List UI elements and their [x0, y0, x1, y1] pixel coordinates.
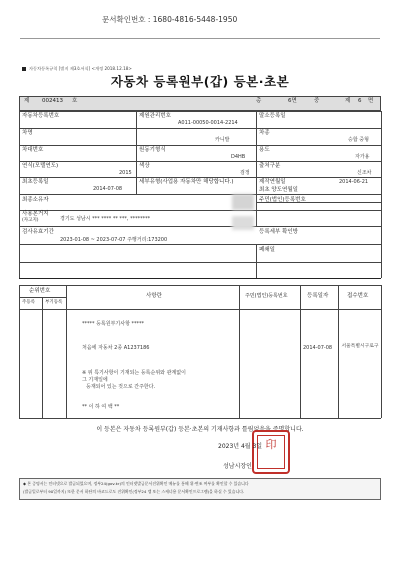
use-value: 자가용: [355, 154, 370, 160]
color-value: 검정: [240, 170, 250, 176]
total-pages-label: 총: [256, 98, 262, 104]
table-line: [239, 285, 240, 418]
inspection-value: 2023-01-08 ~ 2023-07-07 주행거리:173200: [60, 237, 168, 243]
resident-label: 주민(법인)등록번호: [259, 197, 306, 203]
address-label: 사용본거지: [22, 211, 49, 217]
mfr-label: 말소등록일: [259, 113, 286, 119]
header-divider: [20, 38, 380, 39]
table-line: [338, 285, 339, 418]
origin-value: 신조차: [357, 170, 372, 176]
table-line: [66, 285, 67, 418]
table-line: [381, 285, 382, 418]
table-line: [300, 285, 301, 418]
current-page: 6: [358, 98, 362, 104]
redacted-block: [232, 194, 254, 210]
address-value: 경기도 성남시 *** **** ** ***, ********: [60, 216, 151, 222]
current-page-label: 제: [345, 98, 351, 104]
table-line: [19, 278, 381, 279]
address-label-sub: (자고지): [22, 218, 39, 223]
table-line: [136, 111, 137, 194]
col-id: 주민(법인)등록번호: [245, 293, 288, 299]
model-year-label: 연식(모델연도): [22, 163, 59, 169]
transfer-label: 최초 양도연월일: [259, 187, 298, 193]
car-name-value: 카니발: [215, 137, 230, 143]
history-row-2: 처음에 자동차 2종 A1237186: [82, 345, 150, 351]
history-row-4: ** 이 하 여 백 **: [82, 404, 120, 410]
history-row-2-office: 서울특별시구로구: [341, 344, 379, 349]
origin-label: 출처구분: [259, 163, 281, 169]
car-type-value: 승합 중형: [348, 137, 369, 143]
car-name-label: 차명: [22, 130, 33, 136]
first-reg-label: 최초등록일: [22, 179, 49, 185]
first-reg-value: 2014-07-08: [93, 186, 123, 192]
col-item: 사항란: [146, 293, 162, 299]
table-line: [19, 194, 381, 195]
table-line: [42, 297, 43, 418]
table-line: [19, 128, 381, 129]
color-label: 색상: [139, 163, 150, 169]
page-title: 자동차 등록원부(갑) 등본·초본: [110, 74, 290, 89]
redacted-block: [232, 216, 254, 230]
certification-statement: 이 등본은 자동차 등록원부(갑) 등본·초본의 기재사항과 틀림없음을 증명합니다.: [96, 426, 304, 433]
model-year-value: 2015: [119, 170, 132, 176]
col-order: 순위번호: [29, 288, 51, 294]
table-line: [19, 309, 381, 310]
table-line: [19, 145, 381, 146]
counter-label-je: 제: [24, 98, 30, 104]
table-line: [19, 111, 381, 112]
engine-value: D4HB: [231, 154, 246, 160]
table-line: [19, 226, 381, 227]
document-confirmation-number: 문서확인번호 : 1680-4816-5448-1950: [102, 15, 238, 24]
notice-line-1: ◆ 본 증명서는 인터넷으로 발급되었으며, 정부24(gov.kr)의 인터넷발급문서진위확인 메뉴를 통해 위·변조 여부를 확인할 수 있습니다: [23, 481, 249, 486]
lien-label: 등록세부 확인방: [259, 229, 298, 235]
form-reference-text: 자동차등록규칙 [별지 제3호서식] <개정 2018.12.18>: [29, 66, 132, 71]
vin-label: 차대번호: [22, 147, 44, 153]
issuer-name: 성남시장인: [223, 463, 252, 470]
col-main: 주등록: [22, 300, 36, 305]
owner-label: 최종소유자: [22, 197, 49, 203]
reg-no-label: 자동차등록번호: [22, 113, 60, 119]
made-date-value: 2014-06-21: [339, 179, 369, 185]
issue-date: 2023년 4월 3일: [218, 443, 263, 450]
middle-label: 중: [314, 98, 320, 104]
total-pages: 6면: [288, 98, 297, 104]
col-date: 등록일자: [307, 293, 329, 299]
cancel-label: 폐쇄일: [259, 247, 275, 253]
table-line: [256, 244, 257, 278]
page-unit: 면: [368, 98, 374, 104]
history-row-2-date: 2014-07-08: [303, 345, 333, 351]
table-line: [19, 262, 381, 263]
made-date-label: 제작연월일: [259, 179, 286, 185]
first-reg-no-value: A011-00050-0014-2214: [178, 120, 238, 126]
table-line: [19, 161, 381, 162]
use-label: 용도: [259, 147, 270, 153]
inspection-label: 검사유효기간: [22, 229, 54, 235]
history-row-3-line-3: 등재되어 있는 것으로 간주한다.: [86, 384, 156, 390]
col-sub: 부기등록: [45, 300, 63, 305]
car-type-label: 차종: [259, 130, 270, 136]
table-line: [381, 111, 382, 278]
history-row-3-line-2: 그 기재일에: [82, 377, 108, 383]
table-line: [19, 111, 20, 278]
counter-label-ho: 호: [72, 98, 78, 104]
table-line: [19, 177, 381, 178]
table-line: [19, 418, 381, 419]
official-seal: [252, 430, 290, 474]
table-line: [256, 111, 257, 226]
exempt-label: 세부유형(사업용 자동차만 해당합니다.): [139, 179, 234, 185]
history-row-3-line-1: ※ 위 특기사항이 기재되는 등록순위와 관계없이: [82, 370, 186, 376]
table-line: [19, 210, 381, 211]
first-reg-no-label: 제원관리번호: [139, 113, 171, 119]
engine-label: 원동기형식: [139, 147, 166, 153]
notice-line-2: (발급일로부터 90일까지) 또한 문서 하단의 바코드로도 진위확인(정부24 앱 또는 스캐너용 문서확인프로그램)을 하실 수 있습니다.: [23, 489, 245, 494]
square-bullet-icon: [22, 67, 26, 71]
history-row-1: ***** 등록원부기사항 *****: [82, 321, 144, 327]
col-office: 접수번호: [347, 293, 369, 299]
certificate-number: 002413: [42, 98, 63, 104]
table-line: [19, 244, 381, 245]
table-line: [19, 285, 20, 418]
table-line: [19, 285, 381, 286]
seal-glyph-icon: 印: [265, 438, 277, 451]
form-reference: [22, 67, 132, 71]
